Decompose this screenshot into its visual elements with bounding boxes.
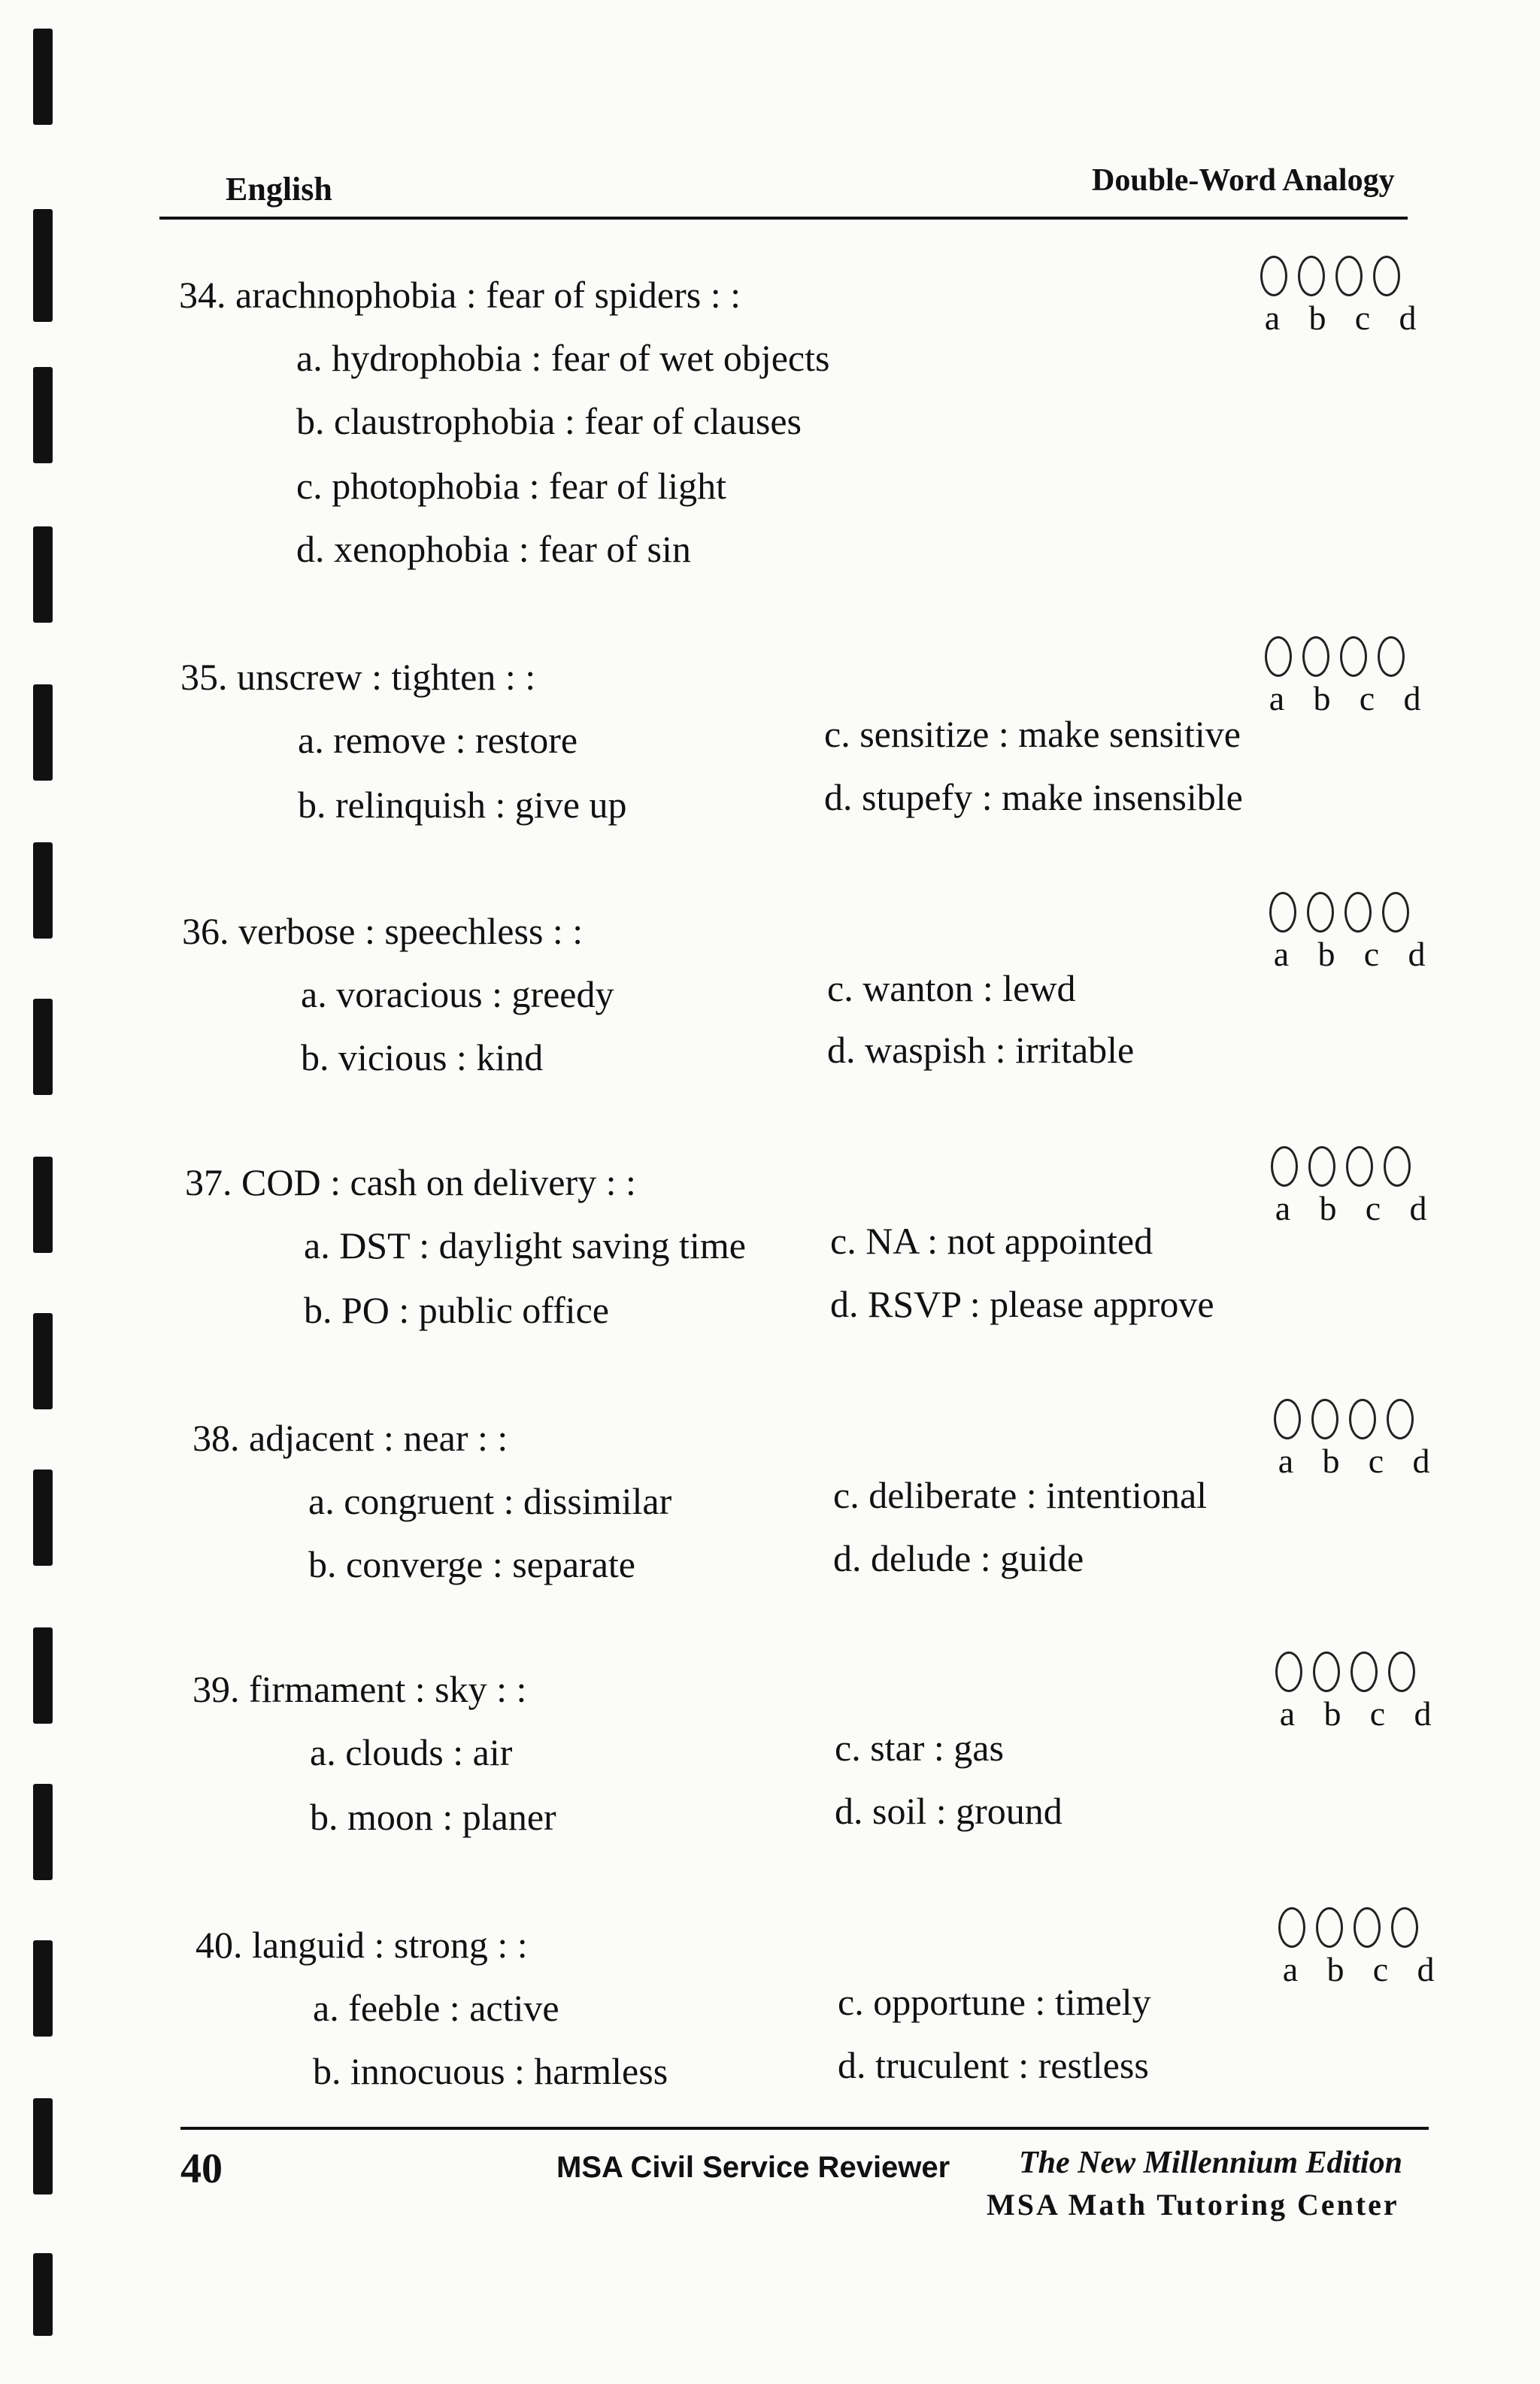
- binder-hole: [33, 842, 53, 939]
- bubble-d[interactable]: [1384, 1146, 1411, 1187]
- binder-holes: [0, 0, 90, 2384]
- binder-hole: [33, 1470, 53, 1566]
- choice-c: c. sensitize : make sensitive: [824, 713, 1241, 755]
- answer-bubbles: [1269, 892, 1409, 933]
- bubble-label: d: [1408, 935, 1426, 973]
- bubble-label: a: [1275, 1189, 1291, 1227]
- bubble-d[interactable]: [1373, 256, 1400, 296]
- bubble-a[interactable]: [1265, 636, 1292, 677]
- bubble-a[interactable]: [1275, 1652, 1302, 1692]
- choice-b: b. relinquish : give up: [298, 784, 627, 826]
- bubble-labels: [1271, 1188, 1430, 1228]
- header-section: English: [226, 171, 332, 208]
- binder-hole: [33, 367, 53, 463]
- choice-b: b. innocuous : harmless: [313, 2050, 668, 2092]
- bubble-label: b: [1323, 1694, 1341, 1733]
- question-stem: 40. languid : strong : :: [196, 1924, 528, 1966]
- bubble-c[interactable]: [1351, 1652, 1378, 1692]
- bubble-d[interactable]: [1382, 892, 1409, 933]
- choice-c: c. photophobia : fear of light: [296, 465, 727, 507]
- bubble-labels: [1278, 1949, 1438, 1989]
- binder-hole: [33, 1157, 53, 1253]
- binder-hole: [33, 29, 53, 125]
- bubble-labels: [1275, 1694, 1435, 1733]
- bubble-label: d: [1417, 1950, 1435, 1988]
- bubble-label: b: [1322, 1442, 1340, 1480]
- choice-c: c. opportune : timely: [838, 1981, 1151, 2023]
- answer-bubbles: [1265, 636, 1405, 677]
- bubble-c[interactable]: [1335, 256, 1363, 296]
- bubble-d[interactable]: [1378, 636, 1405, 677]
- answer-bubbles: [1271, 1146, 1411, 1187]
- choice-d: d. delude : guide: [833, 1537, 1084, 1579]
- choice-c: c. deliberate : intentional: [833, 1474, 1208, 1516]
- bubble-label: d: [1412, 1442, 1430, 1480]
- bubble-label: a: [1279, 1694, 1296, 1733]
- bubble-label: d: [1409, 1189, 1427, 1227]
- bubble-b[interactable]: [1311, 1399, 1338, 1439]
- publication-title: MSA Civil Service Reviewer: [556, 2151, 950, 2184]
- question-stem: 38. adjacent : near : :: [192, 1417, 508, 1459]
- bubble-a[interactable]: [1278, 1907, 1305, 1948]
- header-rule: [159, 217, 1408, 220]
- bubble-label: c: [1363, 935, 1380, 973]
- bubble-c[interactable]: [1340, 636, 1367, 677]
- bubble-label: b: [1319, 1189, 1337, 1227]
- answer-bubbles: [1274, 1399, 1414, 1439]
- choice-b: b. moon : planer: [310, 1796, 556, 1838]
- bubble-label: c: [1365, 1189, 1381, 1227]
- bubble-c[interactable]: [1349, 1399, 1376, 1439]
- choice-d: d. soil : ground: [835, 1790, 1063, 1832]
- bubble-label: c: [1372, 1950, 1389, 1988]
- bubble-label: a: [1273, 935, 1290, 973]
- bubble-d[interactable]: [1391, 1907, 1418, 1948]
- bubble-label: c: [1368, 1442, 1384, 1480]
- question-stem: 39. firmament : sky : :: [192, 1668, 527, 1710]
- binder-hole: [33, 209, 53, 322]
- question-stem: 37. COD : cash on delivery : :: [185, 1161, 636, 1203]
- page-number: 40: [180, 2146, 223, 2192]
- footer-rule: [180, 2127, 1429, 2130]
- choice-d: d. xenophobia : fear of sin: [296, 528, 691, 570]
- choice-a: a. hydrophobia : fear of wet objects: [296, 337, 830, 379]
- bubble-a[interactable]: [1271, 1146, 1298, 1187]
- choice-a: a. feeble : active: [313, 1987, 559, 2029]
- choice-c: c. NA : not appointed: [830, 1220, 1153, 1262]
- choice-c: c. wanton : lewd: [827, 967, 1076, 1009]
- bubble-label: c: [1369, 1694, 1386, 1733]
- choice-b: b. PO : public office: [304, 1289, 609, 1331]
- binder-hole: [33, 1313, 53, 1409]
- choice-d: d. truculent : restless: [838, 2044, 1149, 2086]
- question-stem: 34. arachnophobia : fear of spiders : :: [179, 274, 741, 316]
- choice-d: d. stupefy : make insensible: [824, 776, 1243, 818]
- bubble-label: a: [1264, 299, 1281, 337]
- bubble-c[interactable]: [1344, 892, 1372, 933]
- bubble-a[interactable]: [1274, 1399, 1301, 1439]
- bubble-d[interactable]: [1387, 1399, 1414, 1439]
- binder-hole: [33, 526, 53, 623]
- binder-hole: [33, 2253, 53, 2336]
- bubble-label: d: [1399, 299, 1417, 337]
- bubble-label: c: [1354, 299, 1371, 337]
- bubble-a[interactable]: [1269, 892, 1296, 933]
- choice-a: a. remove : restore: [298, 719, 578, 761]
- bubble-label: d: [1414, 1694, 1432, 1733]
- publisher-name: MSA Math Tutoring Center: [987, 2188, 1399, 2222]
- bubble-c[interactable]: [1346, 1146, 1373, 1187]
- choice-a: a. congruent : dissimilar: [308, 1480, 672, 1522]
- answer-bubbles: [1260, 256, 1400, 296]
- bubble-label: a: [1282, 1950, 1299, 1988]
- bubble-b[interactable]: [1298, 256, 1325, 296]
- binder-hole: [33, 1627, 53, 1724]
- choice-b: b. converge : separate: [308, 1543, 635, 1585]
- choice-b: b. vicious : kind: [301, 1036, 544, 1078]
- binder-hole: [33, 2098, 53, 2194]
- bubble-d[interactable]: [1388, 1652, 1415, 1692]
- choice-c: c. star : gas: [835, 1727, 1004, 1769]
- bubble-labels: [1274, 1441, 1433, 1481]
- bubble-labels: [1260, 298, 1420, 338]
- bubble-label: b: [1313, 679, 1331, 717]
- bubble-label: b: [1308, 299, 1326, 337]
- choice-a: a. DST : daylight saving time: [304, 1224, 746, 1266]
- choice-a: a. voracious : greedy: [301, 973, 614, 1015]
- bubble-b[interactable]: [1308, 1146, 1335, 1187]
- bubble-label: a: [1278, 1442, 1294, 1480]
- bubble-b[interactable]: [1316, 1907, 1343, 1948]
- choice-a: a. clouds : air: [310, 1731, 513, 1773]
- edition-label: The New Millennium Edition: [1019, 2146, 1402, 2180]
- binder-hole: [33, 1784, 53, 1880]
- bubble-c[interactable]: [1354, 1907, 1381, 1948]
- choice-b: b. claustrophobia : fear of clauses: [296, 400, 802, 442]
- bubble-label: a: [1269, 679, 1285, 717]
- answer-bubbles: [1278, 1907, 1418, 1948]
- bubble-labels: [1265, 678, 1424, 718]
- choice-d: d. waspish : irritable: [827, 1029, 1135, 1071]
- bubble-b[interactable]: [1313, 1652, 1340, 1692]
- bubble-label: c: [1359, 679, 1375, 717]
- answer-bubbles: [1275, 1652, 1415, 1692]
- question-stem: 36. verbose : speechless : :: [182, 910, 584, 952]
- bubble-b[interactable]: [1307, 892, 1334, 933]
- binder-hole: [33, 684, 53, 781]
- header-topic: Double-Word Analogy: [1092, 163, 1395, 198]
- bubble-label: b: [1326, 1950, 1344, 1988]
- bubble-labels: [1269, 934, 1429, 974]
- bubble-label: b: [1317, 935, 1335, 973]
- bubble-a[interactable]: [1260, 256, 1287, 296]
- question-stem: 35. unscrew : tighten : :: [180, 656, 536, 698]
- binder-hole: [33, 999, 53, 1095]
- binder-hole: [33, 1940, 53, 2037]
- bubble-label: d: [1403, 679, 1421, 717]
- bubble-b[interactable]: [1302, 636, 1329, 677]
- choice-d: d. RSVP : please approve: [830, 1283, 1214, 1325]
